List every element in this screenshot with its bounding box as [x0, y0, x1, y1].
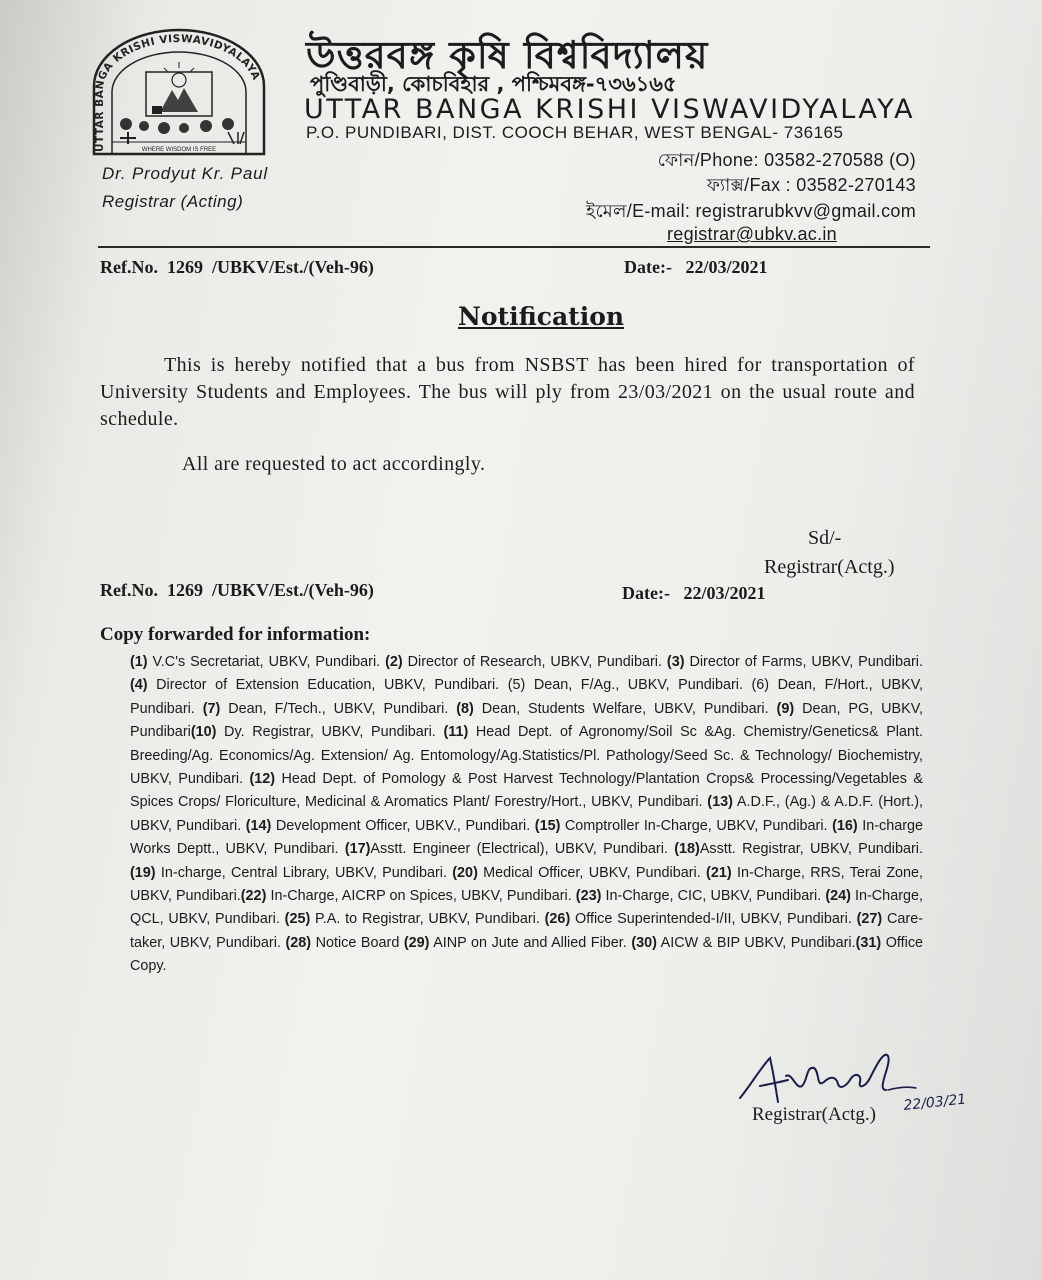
bengali-university-name: উত্তরবঙ্গ কৃষি বিশ্ববিদ্যালয়: [306, 33, 709, 77]
notification-body: This is hereby notified that a bus from NSBST has been hired for transportation of University Students and Employees. The bus will ply from 23/03/2021 on the usual route and schedule.: [100, 354, 915, 430]
copy-forward-item-text: Development Officer, UBKV., Pundibari.: [271, 817, 535, 834]
copy-forward-item: [667, 654, 923, 670]
notification-heading: Notification: [458, 302, 625, 331]
copy-forward-item-number: (21): [706, 864, 732, 881]
copy-forward-item: [456, 701, 776, 717]
copy-forward-item-number: (23): [575, 888, 602, 905]
registrar-role: Registrar (Acting): [102, 192, 244, 211]
copy-forward-item-number: (24): [825, 888, 851, 905]
copy-forward-item-text: In-charge, Central Library, UBKV, Pundibari.: [155, 864, 453, 881]
copy-forward-item-text: Head Dept. of Agronomy/Soil Sc &Ag. Chemistry/Genetics& Plant. Breeding/Ag. Economics/Ag. Extension/ Ag. Entomology/Ag.Statistics/Pl. Pathology/Seed Sc. & Technology/ Biochemistry, UBKV, Pundibari.: [130, 724, 923, 788]
signature-role: Registrar(Actg.): [752, 1104, 876, 1125]
svg-text:22/03/21: 22/03/21: [902, 1091, 967, 1114]
copy-forward-item: [285, 911, 545, 927]
copy-forward-item-number: (1): [130, 654, 148, 670]
copy-forward-item-number: (31): [855, 934, 882, 951]
copy-forward-item-number: (17): [344, 841, 371, 858]
copy-forward-item-number: (18): [674, 841, 700, 858]
registrar-name: Dr. Prodyut Kr. Paul: [102, 164, 268, 183]
copy-forward-item-number: (30): [631, 934, 657, 951]
copy-forward-item-text: In-charge Works Deptt., UBKV, Pundibari.: [130, 817, 924, 858]
copy-date: Date:- 22/03/2021: [622, 583, 766, 603]
copy-forward-item-text: In-Charge, AICRP on Spices, UBKV, Pundibari.: [266, 888, 576, 905]
svg-text:WHERE WISDOM IS FREE: WHERE WISDOM IS FREE: [141, 147, 217, 153]
copy-forward-item-number: (2): [385, 654, 403, 670]
copy-forward-item-text: P.A. to Registrar, UBKV, Pundibari.: [310, 911, 545, 928]
copy-forward-item-number: (26): [544, 911, 571, 928]
copy-forward-item: [674, 841, 923, 857]
copy-forward-item-text: Dean, F/Tech., UBKV, Pundibari.: [220, 700, 457, 717]
copy-forward-item: [385, 654, 667, 670]
copy-forward-item: [285, 935, 403, 951]
university-address: P.O. PUNDIBARI, DIST. COOCH BEHAR, WEST BENGAL- 736165: [306, 123, 844, 142]
copy-forward-item-number: (29): [403, 934, 430, 951]
copy-forward-item: [241, 888, 576, 904]
copy-forward-item-text: Asstt. Registrar, UBKV, Pundibari.: [699, 841, 923, 858]
copy-forward-item: [203, 701, 456, 717]
copy-forward-item-number: (8): [456, 700, 474, 717]
copy-forward-item-text: Notice Board: [311, 934, 404, 951]
copy-forward-item-text: Dy. Registrar, UBKV, Pundibari.: [216, 724, 444, 741]
copy-forward-item-number: (20): [452, 864, 478, 881]
copy-forward-item-number: (25): [284, 911, 311, 928]
copy-forward-item-text: Dean, Students Welfare, UBKV, Pundibari.: [473, 700, 777, 717]
copy-forward-item: [576, 888, 826, 904]
copy-forward-item: [246, 818, 535, 834]
copy-forward-item-text: In-Charge, QCL, UBKV, Pundibari.: [130, 888, 923, 928]
email-address: ইমেল/E-mail: registrarubkvv@gmail.com: [585, 201, 916, 221]
copy-forward-item: [535, 818, 832, 834]
copy-forward-item-number: (10): [190, 724, 217, 741]
copy-forward-item-number: (13): [707, 794, 733, 811]
copy-forward-item-text: Office Copy.: [130, 934, 924, 975]
copy-forward-item: [452, 865, 706, 881]
copy-forward-item-text: Head Dept. of Pomology & Post Harvest Technology/Plantation Crops& Processing/Vegetables & Spices Crops/ Floriculture, Medicinal & Aromatics Plant/ Forestry/Hort., UBKV, Pundibari.: [130, 771, 923, 811]
copy-forward-item-text: A.D.F., (Ag.) & A.D.F. (Hort.), UBKV, Pundibari.: [130, 794, 923, 834]
copy-forward-item: [545, 911, 857, 927]
notification-date: Date:- 22/03/2021: [624, 257, 768, 277]
copy-forward-item-text: AINP on Jute and Allied Fiber.: [429, 934, 632, 951]
signed-mark: Sd/-: [808, 527, 842, 549]
copy-forward-item: [130, 865, 452, 881]
fax-number: ফ্যাক্স/Fax : 03582-270143: [706, 175, 916, 195]
copy-reference-number: Ref.No. 1269 /UBKV/Est./(Veh-96): [100, 580, 374, 600]
copy-forward-item-text: Asstt. Engineer (Electrical), UBKV, Pundibari.: [370, 841, 675, 858]
copy-forward-item-text: V.C's Secretariat, UBKV, Pundibari.: [147, 654, 386, 670]
bengali-address: পুণ্ডিবাড়ী, কোচবিহার , পশ্চিমবঙ্গ-৭৩৬১৬৫: [310, 72, 677, 96]
copy-forward-item-text: Director of Farms, UBKV, Pundibari.: [684, 654, 923, 670]
phone-number: ফোন/Phone: 03582-270588 (O): [657, 150, 916, 170]
copy-forward-item-text: Office Superintended-I/II, UBKV, Pundibari.: [570, 911, 857, 928]
reference-number: Ref.No. 1269 /UBKV/Est./(Veh-96): [100, 257, 374, 277]
copy-forward-item-number: (4): [130, 677, 148, 694]
copy-forward-item: [130, 654, 385, 670]
copy-forward-item: [345, 841, 674, 857]
copy-forward-item-number: (28): [285, 934, 312, 951]
copy-forward-item-text: Care-taker, UBKV, Pundibari.: [130, 911, 924, 951]
svg-text:UTTAR BANGA KRISHI VISWAVIDYAL: UTTAR BANGA KRISHI VISWAVIDYALAYA: [93, 32, 263, 152]
email-address-secondary: registrar@ubkv.ac.in: [667, 224, 837, 244]
university-logo: [88, 28, 270, 158]
copy-forward-item: [191, 724, 444, 740]
copy-forward-list: [130, 651, 923, 979]
copy-forward-item-text: Dean, PG, UBKV, Pundibari: [130, 700, 923, 741]
copy-forward-item-number: (11): [443, 724, 469, 741]
copy-forward-item-number: (14): [245, 817, 272, 834]
copy-forward-item-text: Medical Officer, UBKV, Pundibari.: [477, 864, 707, 881]
copy-forward-item-number: (16): [832, 817, 858, 834]
copy-forward-item-number: (22): [240, 888, 267, 905]
copy-forward-heading: Copy forwarded for information:: [100, 624, 371, 645]
copy-forward-item-number: (15): [534, 817, 561, 834]
copy-forward-item-text: Comptroller In-Charge, UBKV, Pundibari.: [560, 817, 833, 834]
copy-forward-item-text: Director of Research, UBKV, Pundibari.: [402, 654, 667, 670]
copy-forward-item-number: (9): [776, 700, 795, 717]
university-name: UTTAR BANGA KRISHI VISWAVIDYALAYA: [304, 94, 916, 125]
copy-forward-item-number: (27): [856, 911, 883, 928]
signatory-role: Registrar(Actg.): [764, 556, 895, 578]
copy-forward-item-text: Director of Extension Education, UBKV, Pundibari. (5) Dean, F/Ag., UBKV, Pundibari. (6) Dean, F/Hort., UBKV, Pundibari.: [130, 677, 923, 717]
notification-request: All are requested to act accordingly.: [182, 453, 486, 475]
copy-forward-item-text: In-Charge, RRS, Terai Zone, UBKV, Pundibari.: [130, 864, 923, 905]
header-divider: [98, 246, 930, 248]
copy-forward-item: [631, 935, 855, 951]
copy-forward-item-number: (12): [249, 771, 276, 788]
copy-forward-item-number: (19): [130, 864, 156, 881]
copy-forward-item-number: (7): [202, 700, 221, 717]
copy-forward-item: [404, 935, 631, 951]
copy-forward-item-text: AICW & BIP UBKV, Pundibari.: [656, 934, 856, 951]
copy-forward-item-text: In-Charge, CIC, UBKV, Pundibari.: [601, 888, 826, 905]
copy-forward-item-number: (3): [666, 654, 685, 670]
